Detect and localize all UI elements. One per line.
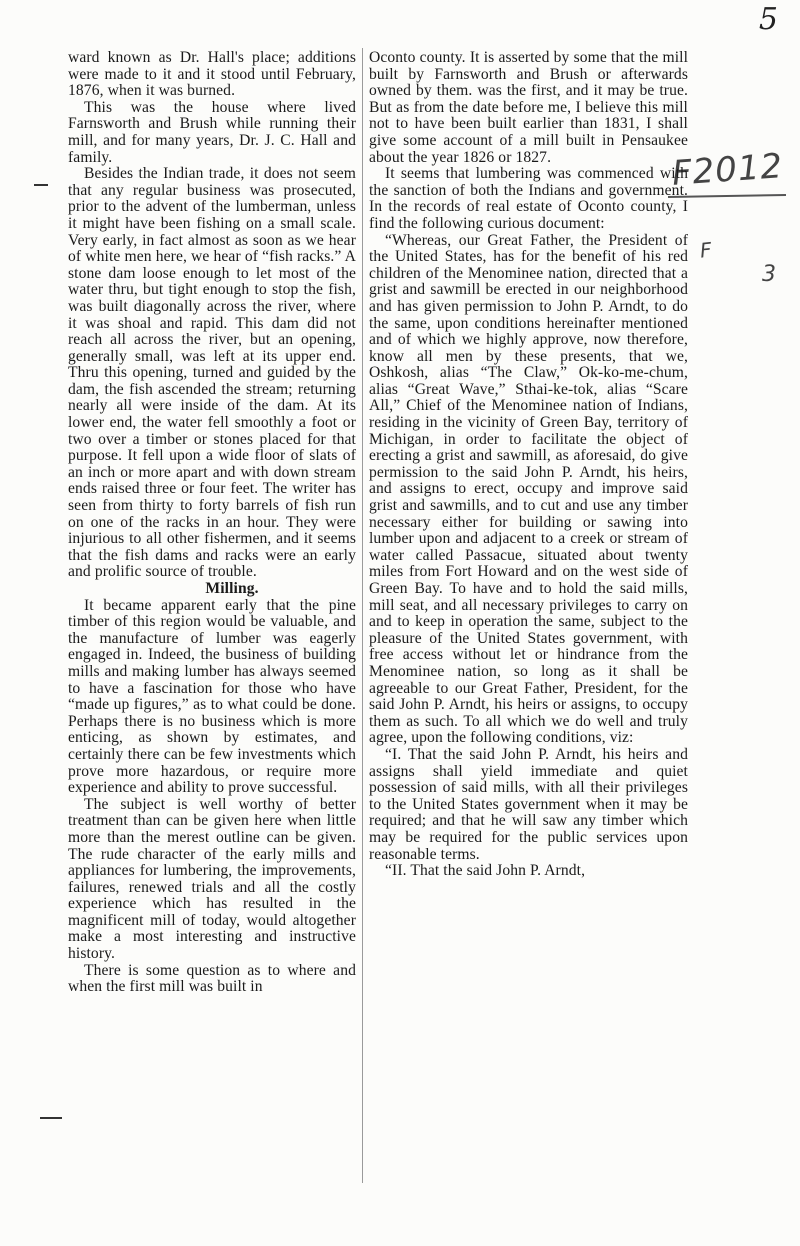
handwritten-note-edge: 3	[762, 262, 776, 287]
left-column	[68, 50, 356, 996]
section-heading: Milling.	[205, 580, 259, 597]
paragraph: Besides the Indian trade, it does not seem that any regular business was prosecuted, prior to the advent of the lumberman, unless it might have been fishing on a small scale. Very early, in fact almost as soon as we hear of white men here, we hear of “fish racks.” A stone dam loose enough to let most of the water thru, but tight enough to stop the fish, was built diagonally across the river, where it was shoal and rapid. This dam did not reach all across the river, but an opening, generally small, was left at its upper end. Thru this opening, turned and guided by the dam, the fish ascended the stream; returning nearly all were inside of the dam. At its lower end, the water fell smoothly a foot or two over a timber or stones placed for that purpose. It fell upon a wide floor of slats of an inch or more apart and with down stream ends raised three or four feet. The writer has seen from thirty to forty barrels of fish run on one of the racks in an hour. They were injurious to all other fishermen, and it seems that the fish dams and racks were an early and prolific source of trouble.	[68, 165, 356, 581]
paragraph: “I. That the said John P. Arndt, his heirs and assigns shall yield immediate and quiet possession of said mills, with all their privileges to the United States government when it may be required; and that he will saw any timber which may be required for the public services upon reasonable terms.	[369, 745, 688, 863]
page-number: 5	[758, 2, 778, 37]
paragraph: This was the house where lived Farnsworth and Brush while running their mill, and for many years, Dr. J. C. Hall and family.	[68, 98, 356, 166]
paragraph: ward known as Dr. Hall's place; additions were made to it and it stood until February, 1876, when it was burned.	[68, 49, 356, 100]
paragraph: “II. That the said John P. Arndt,	[385, 862, 586, 880]
margin-dash	[34, 184, 48, 186]
handwritten-note-sub: F	[698, 237, 713, 263]
handwritten-note: F2012	[670, 146, 785, 194]
right-column	[369, 50, 688, 880]
paragraph: Oconto county. It is asserted by some that the mill built by Farnsworth and Brush or afterwards owned by them. was the first, and it may be true. But as from the date before me, I believe this mill not to have been built earlier than 1831, I shall give some account of a mill built in Pensaukee about the year 1826 or 1827.	[369, 49, 688, 166]
paragraph: It seems that lumbering was commenced with the sanction of both the Indians and government. In the records of real estate of Oconto county, I find the following curious document:	[369, 165, 688, 232]
column-rule	[362, 48, 363, 1183]
margin-dash	[40, 1117, 62, 1119]
paragraph: There is some question as to where and when the first mill was built in	[68, 961, 356, 996]
paragraph: The subject is well worthy of better treatment than can be given here when little more than the merest outline can be given. The rude character of the early mills and appliances for lumbering, the improvements, failures, renewed trials and all the costly experience which has resulted in the magnificent mill of today, would altogether make a most interesting and instructive history.	[68, 795, 356, 963]
paragraph: It became apparent early that the pine timber of this region would be valuable, and the manufacture of lumber was eagerly engaged in. Indeed, the business of building mills and making lumber has always seemed to have a fascination for those who have “made up figures,” as to what could be done. Perhaps there is no business which is more enticing, as shown by estimates, and certainly there can be few investments which prove more hazardous, or require more experience and ability to prove successful.	[68, 596, 356, 797]
paragraph: “Whereas, our Great Father, the President of the United States, has for the benefit of his red children of the Menominee nation, directed that a grist and sawmill be erected in our neighborhood and has given permission to John P. Arndt, to do the same, upon conditions hereinafter mentioned and of which we highly approve, now therefore, know all men by these presents, that we, Oshkosh, alias “The Claw,” Ok-ko-me-chum, alias “Great Wave,” Sthai-ke-tok, alias “Scare All,” Chief of the Menominee nation of Indians, residing in the vicinity of Green Bay, territory of Michigan, in order to facilitate the object of erecting a grist and sawmill, as aforesaid, do give permission to the said John P. Arndt, his heirs, and assigns to erect, occupy and improve said grist and sawmills, and to cut and use any timber necessary either for building or sawing into lumber upon and adjacent to a creek or stream of water called Passacue, situated about twenty miles from Fort Howard and on the west side of Green Bay. To have and to hold the said mills, mill seat, and all necessary privileges to carry on and to keep in operation the same, subject to the pleasure of the United States government, with free access without let or hindrance from the Menominee nation, so long as it shall be agreeable to our Great Father, President, for the said John P. Arndt, his heirs or assigns, to occupy them as such. To all which we do well and truly agree, upon the following conditions, viz:	[369, 231, 688, 747]
